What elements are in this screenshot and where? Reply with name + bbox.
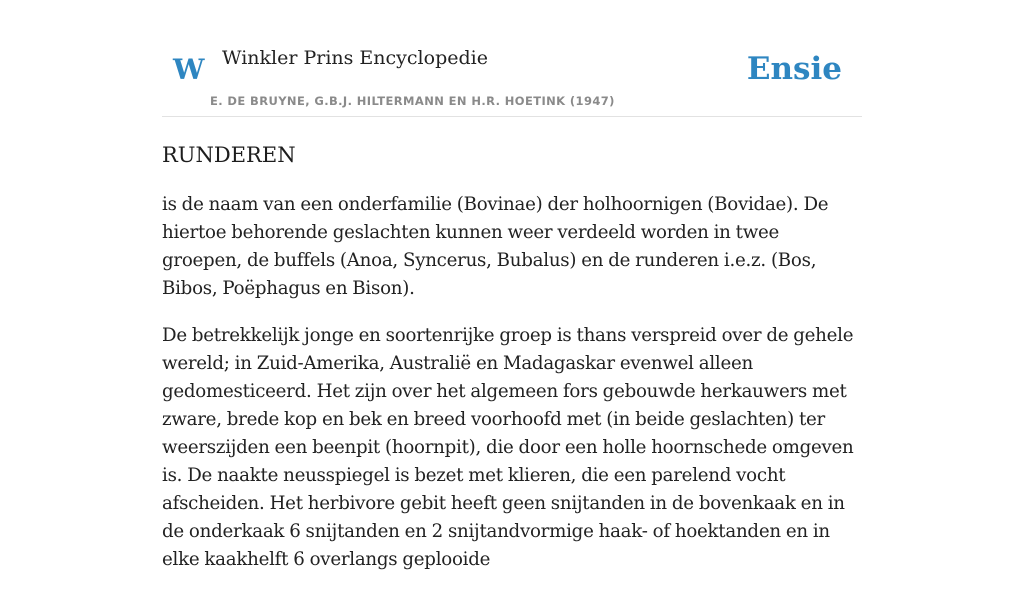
article bbox=[162, 139, 864, 593]
article-headword: RUNDEREN bbox=[162, 143, 296, 167]
source-title[interactable]: Winkler Prins Encyclopedie bbox=[222, 47, 488, 69]
article-paragraph: De betrekkelijk jonge en soortenrijke groep is thans verspreid over de gehele wereld; in Zuid-Amerika, Australië en Madagaskar evenwel alleen gedomesticeerd. Het zijn over het algemeen fors gebouwde herkauwers met zware, brede kop en bek en breed voorhoofd met (in beide geslachten) ter weerszijden een beenpit (hoornpit), die door een holle hoornschede omgeven is. De naakte neusspiegel is bezet met klieren, die een parelend vocht afscheiden. Het herbivore gebit heeft geen snijtanden in de bovenkaak en in de onderkaak 6 snijtanden en 2 snijtandvormige haak- of hoektanden en in elke kaakhelft 6 overlangs geplooide bbox=[162, 325, 854, 570]
source-authors: E. DE BRUYNE, G.B.J. HILTERMANN EN H.R. HOETINK (1947) bbox=[210, 94, 615, 108]
ensie-logo[interactable]: Ensie bbox=[746, 51, 842, 87]
header bbox=[162, 0, 862, 117]
winkler-prins-logo[interactable]: W bbox=[173, 53, 205, 86]
article-paragraph: is de naam van een onderfamilie (Bovinae) der holhoornigen (Bovidae). De hiertoe behorende geslachten kunnen weer verdeeld worden in twee groepen, de buffels (Anoa, Syncerus, Bubalus) en de runderen i.e.z. (Bos, Bibos, Poëphagus en Bison). bbox=[162, 194, 829, 299]
